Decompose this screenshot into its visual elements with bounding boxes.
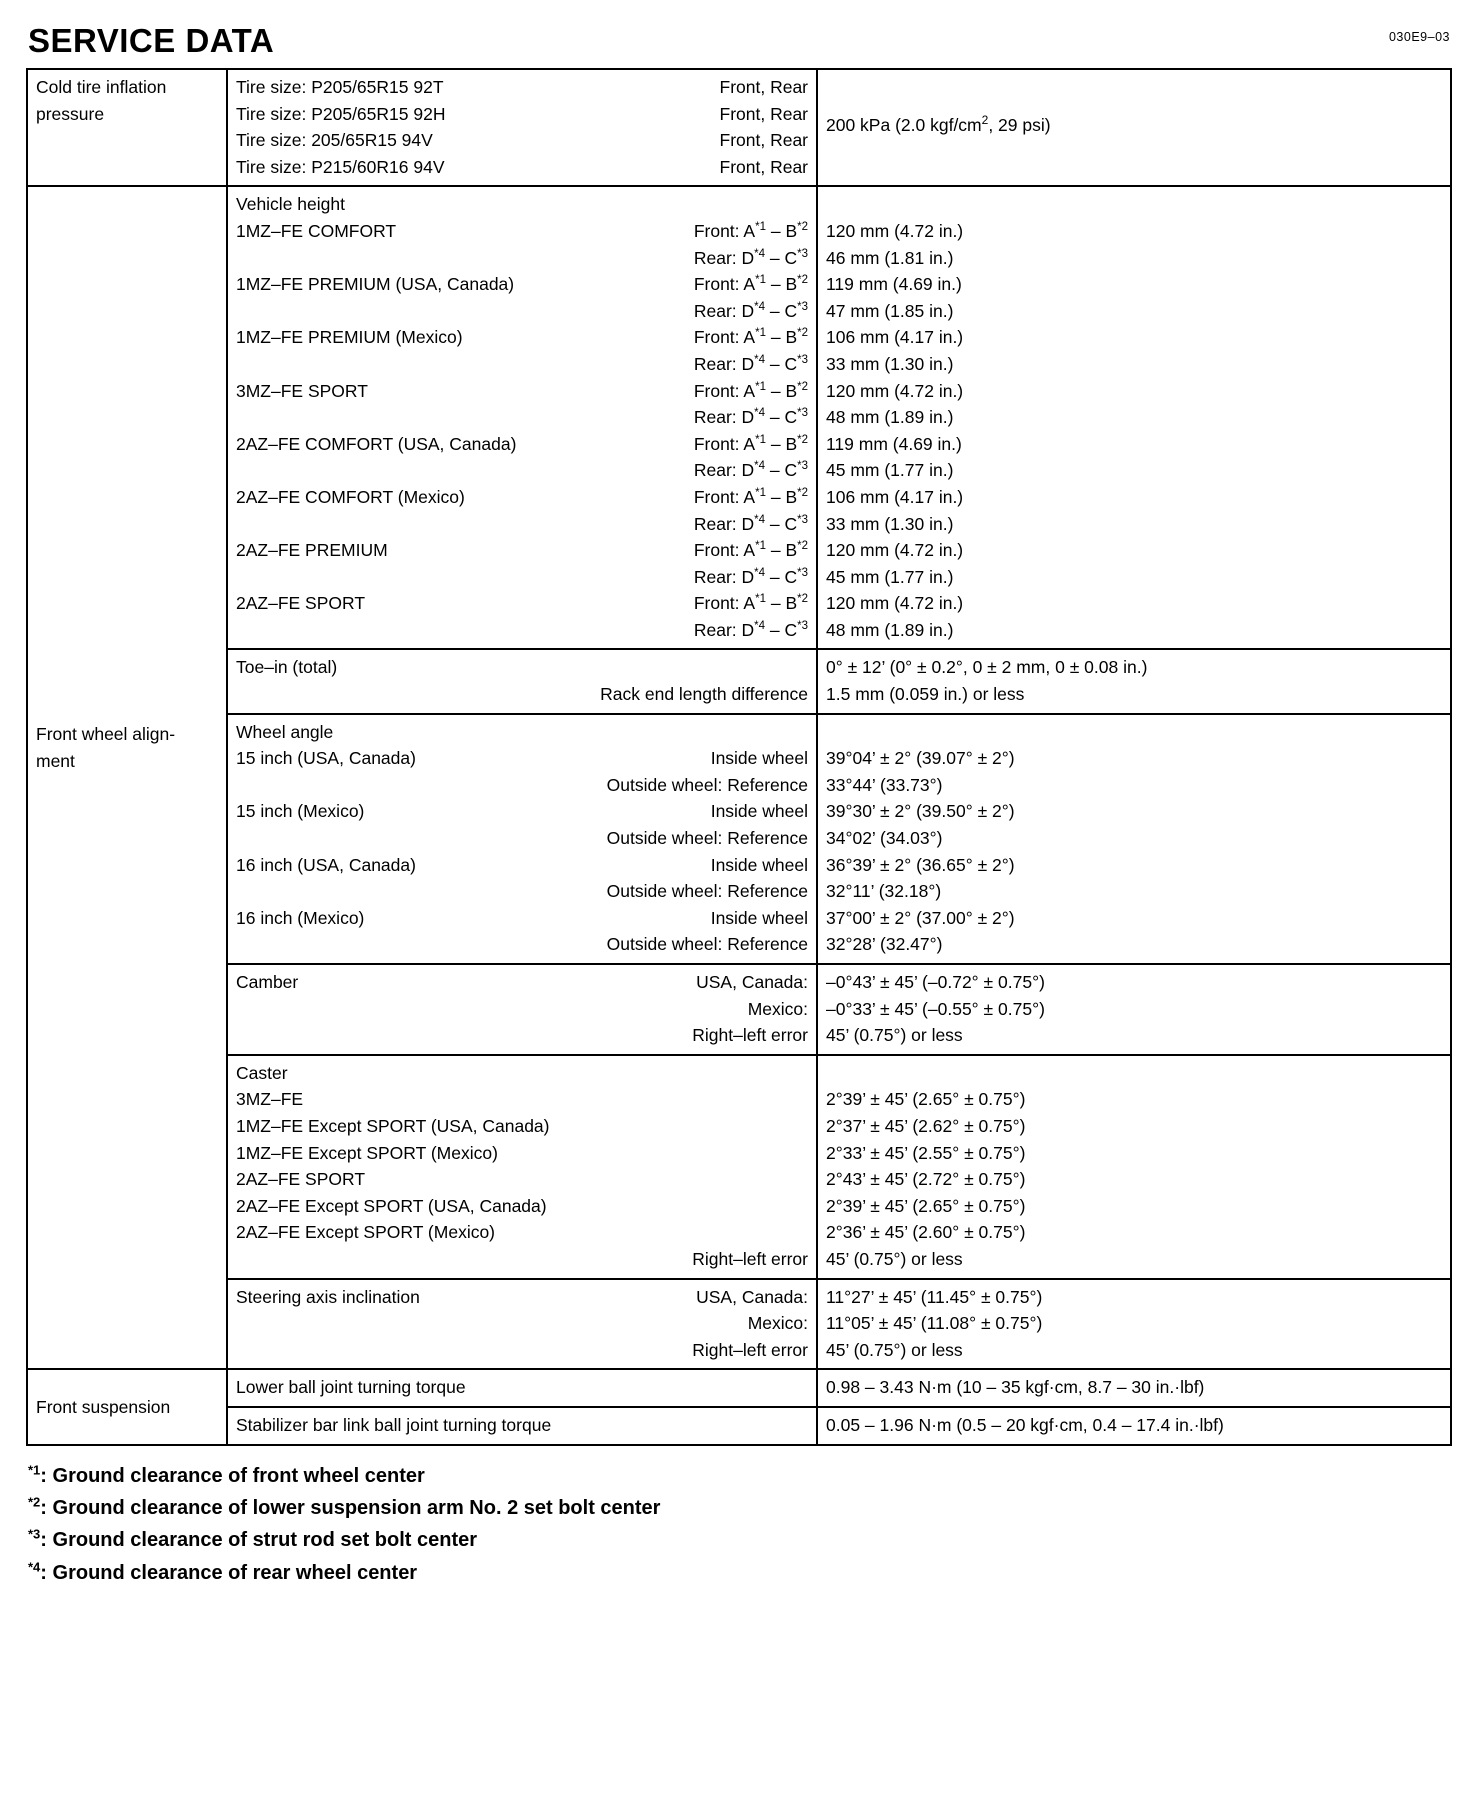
tire-position-label: Front, Rear <box>719 130 808 151</box>
pressure-value-suffix: , 29 psi) <box>988 115 1051 135</box>
camber-values <box>817 964 1451 1055</box>
value-front: 120 mm (4.72 in.) <box>826 593 964 614</box>
value-rear: 45 mm (1.77 in.) <box>826 460 954 481</box>
error-label: Right–left error <box>692 1339 808 1360</box>
variant-label: 1MZ–FE Except SPORT (Mexico) <box>236 1142 498 1163</box>
rear-measure-label: Rear: $D^{*4} - C^{*3}$ <box>693 566 808 587</box>
camber-labels <box>227 964 817 1055</box>
variant-label: 2AZ–FE SPORT <box>236 593 366 614</box>
table-row-caster <box>27 1055 1451 1279</box>
list-item <box>236 74 808 101</box>
table-row-steering-axis-inclination <box>27 1279 1451 1370</box>
footnote-2 <box>28 1492 1448 1524</box>
front-suspension-label <box>227 1369 817 1407</box>
value-rear: 47 mm (1.85 in.) <box>826 300 954 321</box>
rear-measure-label: Rear: $D^{*4} - C^{*3}$ <box>693 247 808 268</box>
list-item <box>236 127 808 154</box>
value-rear: 33 mm (1.30 in.) <box>826 353 954 374</box>
caster-value: 2°37’ ± 45’ (2.62° ± 0.75°) <box>826 1115 1026 1136</box>
front-measure-label: Front: $A^{*1} - B^{*2}$ <box>693 540 808 561</box>
inside-wheel-label: Inside wheel <box>710 854 808 875</box>
rear-measure-label: Rear: $D^{*4} - C^{*3}$ <box>693 460 808 481</box>
footnote-3 <box>28 1524 1448 1556</box>
steering-axis-value: 11°05’ ± 45’ (11.08° ± 0.75°) <box>826 1313 1043 1334</box>
error-label: Right–left error <box>692 1025 808 1046</box>
wheel-size-label: 16 inch (Mexico) <box>236 907 365 928</box>
caster-values <box>817 1055 1451 1279</box>
pressure-value-exponent: 2 <box>981 113 989 128</box>
caster-value: 2°36’ ± 45’ (2.60° ± 0.75°) <box>826 1222 1026 1243</box>
caster-value: 2°33’ ± 45’ (2.55° ± 0.75°) <box>826 1142 1026 1163</box>
list-item <box>236 324 808 351</box>
front-measure-label: Front: $A^{*1} - B^{*2}$ <box>693 327 808 348</box>
footnote-text: : Ground clearance of rear wheel center <box>40 1561 418 1584</box>
camber-value: –0°43’ ± 45’ (–0.72° ± 0.75°) <box>826 972 1045 992</box>
caster-value: 2°39’ ± 45’ (2.65° ± 0.75°) <box>826 1195 1026 1216</box>
row-header-label-line2: ment <box>36 750 75 771</box>
inside-wheel-value: 37°00’ ± 2° (37.00° ± 2°) <box>826 907 1015 928</box>
tire-size-label: Tire size: P215/60R16 94V <box>236 156 445 177</box>
region-label: USA, Canada: <box>696 972 808 992</box>
variant-label: 1MZ–FE PREMIUM (Mexico) <box>236 327 463 348</box>
value-rear: 48 mm (1.89 in.) <box>826 407 954 428</box>
outside-wheel-value: 34°02’ (34.03°) <box>826 828 943 849</box>
value-front: 119 mm (4.69 in.) <box>826 433 962 454</box>
steering-axis-values <box>817 1279 1451 1370</box>
service-data-table <box>26 68 1452 1446</box>
spec-value: 0.05 – 1.96 N·m (0.5 – 20 kgf·cm, 0.4 – 17.4 in.·lbf) <box>826 1414 1224 1435</box>
tire-size-label: Tire size: P205/65R15 92H <box>236 103 446 124</box>
steering-axis-labels <box>227 1279 817 1370</box>
row-header-front-suspension <box>27 1369 227 1444</box>
value-front: 120 mm (4.72 in.) <box>826 220 964 241</box>
footnotes <box>28 1460 1448 1590</box>
caster-value: 2°43’ ± 45’ (2.72° ± 0.75°) <box>826 1169 1026 1190</box>
variant-label: 3MZ–FE SPORT <box>236 380 368 401</box>
wheel-angle-labels <box>227 714 817 964</box>
rack-end-label: Rack end length difference <box>600 684 808 705</box>
outside-wheel-label: Outside wheel: Reference <box>606 774 808 795</box>
rear-measure-label: Rear: $D^{*4} - C^{*3}$ <box>693 619 808 640</box>
list-item <box>236 378 808 405</box>
footnote-text: : Ground clearance of strut rod set bolt center <box>40 1529 478 1552</box>
footnote-mark: *1 <box>28 1461 41 1477</box>
list-item <box>236 537 808 564</box>
value-front: 106 mm (4.17 in.) <box>826 327 964 348</box>
wheel-size-label: 15 inch (USA, Canada) <box>236 748 416 769</box>
front-measure-label: Front: $A^{*1} - B^{*2}$ <box>693 274 808 295</box>
pressure-value-prefix: 200 kPa (2.0 kgf/cm <box>826 115 982 135</box>
row-header-label: Front suspension <box>36 1397 171 1418</box>
list-item <box>236 1284 808 1311</box>
row-header-label: Cold tire inflation pressure <box>36 77 167 124</box>
footnote-1 <box>28 1460 1448 1492</box>
outside-wheel-label: Outside wheel: Reference <box>606 881 808 902</box>
variant-label: 1MZ–FE Except SPORT (USA, Canada) <box>236 1115 550 1136</box>
value-rear: 46 mm (1.81 in.) <box>826 247 954 268</box>
caster-labels <box>227 1055 817 1279</box>
value-front: 120 mm (4.72 in.) <box>826 380 964 401</box>
front-suspension-value <box>817 1407 1451 1445</box>
row-header-tire-pressure <box>27 69 227 186</box>
footnote-4 <box>28 1557 1448 1589</box>
row-header-label-line1: Front wheel align- <box>36 724 176 745</box>
front-measure-label: Front: $A^{*1} - B^{*2}$ <box>693 486 808 507</box>
list-item <box>236 905 808 932</box>
vehicle-height-values <box>817 186 1451 649</box>
caster-value: 2°39’ ± 45’ (2.65° ± 0.75°) <box>826 1089 1026 1110</box>
region-label: USA, Canada: <box>696 1286 808 1307</box>
list-item <box>236 271 808 298</box>
inside-wheel-label: Inside wheel <box>710 801 808 822</box>
variant-label: 3MZ–FE <box>236 1089 304 1110</box>
variant-label: 2AZ–FE COMFORT (Mexico) <box>236 486 465 507</box>
rear-measure-label: Rear: $D^{*4} - C^{*3}$ <box>693 407 808 428</box>
outside-wheel-label: Outside wheel: Reference <box>606 934 808 955</box>
vehicle-height-caption: Vehicle height <box>236 194 345 215</box>
value-rear: 33 mm (1.30 in.) <box>826 513 954 534</box>
outside-wheel-value: 32°11’ (32.18°) <box>826 881 942 902</box>
variant-label: 1MZ–FE COMFORT <box>236 220 397 241</box>
wheel-angle-values <box>817 714 1451 964</box>
footnote-text: : Ground clearance of front wheel center <box>40 1464 425 1487</box>
tire-pressure-sizes <box>227 69 817 186</box>
table-row-front-suspension-1 <box>27 1369 1451 1407</box>
variant-label: 2AZ–FE Except SPORT (Mexico) <box>236 1222 496 1243</box>
table-row-camber <box>27 964 1451 1055</box>
list-item <box>236 969 808 996</box>
region-label: Mexico: <box>747 1313 808 1334</box>
toe-in-labels <box>227 649 817 713</box>
front-measure-label: Front: $A^{*1} - B^{*2}$ <box>693 220 808 241</box>
spec-label: Lower ball joint turning torque <box>236 1377 466 1398</box>
inside-wheel-value: 36°39’ ± 2° (36.65° ± 2°) <box>826 854 1015 875</box>
outside-wheel-label: Outside wheel: Reference <box>606 828 808 849</box>
service-data-page <box>0 22 1472 1808</box>
footnote-mark: *3 <box>28 1526 41 1542</box>
spec-label: Stabilizer bar link ball joint turning torque <box>236 1414 552 1435</box>
variant-label: 2AZ–FE Except SPORT (USA, Canada) <box>236 1195 547 1216</box>
page-title: SERVICE DATA <box>28 22 275 59</box>
value-rear: 48 mm (1.89 in.) <box>826 619 954 640</box>
tire-size-label: Tire size: P205/65R15 92T <box>236 77 444 97</box>
toe-in-value: 0° ± 12’ (0° ± 0.2°, 0 ± 2 mm, 0 ± 0.08 in.) <box>826 657 1148 678</box>
spec-value: 0.98 – 3.43 N·m (10 – 35 kgf·cm, 8.7 – 30 in.·lbf) <box>826 1377 1205 1398</box>
steering-axis-error-value: 45’ (0.75°) or less <box>826 1339 963 1360</box>
outside-wheel-value: 33°44’ (33.73°) <box>826 774 943 795</box>
inside-wheel-label: Inside wheel <box>710 748 808 769</box>
wheel-size-label: 16 inch (USA, Canada) <box>236 854 416 875</box>
error-label: Right–left error <box>692 1248 808 1269</box>
footnote-mark: *2 <box>28 1494 41 1510</box>
list-item <box>236 484 808 511</box>
tire-position-label: Front, Rear <box>719 103 808 124</box>
value-rear: 45 mm (1.77 in.) <box>826 566 954 587</box>
wheel-size-label: 15 inch (Mexico) <box>236 801 365 822</box>
rear-measure-label: Rear: $D^{*4} - C^{*3}$ <box>693 353 808 374</box>
front-measure-label: Front: $A^{*1} - B^{*2}$ <box>693 433 808 454</box>
toe-in-values <box>817 649 1451 713</box>
camber-error-value: 45’ (0.75°) or less <box>826 1025 963 1046</box>
front-measure-label: Front: $A^{*1} - B^{*2}$ <box>693 593 808 614</box>
table-row-toe-in <box>27 649 1451 713</box>
table-row-front-suspension-2 <box>27 1407 1451 1445</box>
variant-label: 1MZ–FE PREMIUM (USA, Canada) <box>236 274 515 295</box>
caster-error-value: 45’ (0.75°) or less <box>826 1248 963 1269</box>
rear-measure-label: Rear: $D^{*4} - C^{*3}$ <box>693 300 808 321</box>
value-front: 120 mm (4.72 in.) <box>826 540 964 561</box>
value-front: 119 mm (4.69 in.) <box>826 274 962 295</box>
outside-wheel-value: 32°28’ (32.47°) <box>826 934 943 955</box>
document-code: 030E9–03 <box>1388 30 1450 44</box>
wheel-angle-caption: Wheel angle <box>236 721 334 742</box>
table-row-tire-pressure <box>27 69 1451 186</box>
value-front: 106 mm (4.17 in.) <box>826 486 964 507</box>
front-suspension-value <box>817 1369 1451 1407</box>
variant-label: 2AZ–FE PREMIUM <box>236 540 388 561</box>
inside-wheel-label: Inside wheel <box>710 907 808 928</box>
tire-pressure-value <box>817 69 1451 186</box>
variant-label: 2AZ–FE SPORT <box>236 1169 366 1190</box>
tire-position-label: Front, Rear <box>719 77 808 97</box>
variant-label: 2AZ–FE COMFORT (USA, Canada) <box>236 433 517 454</box>
toe-in-caption: Toe–in (total) <box>236 657 338 678</box>
camber-value: –0°33’ ± 45’ (–0.55° ± 0.75°) <box>826 998 1045 1019</box>
list-item <box>236 431 808 458</box>
region-label: Mexico: <box>747 998 808 1019</box>
rack-end-value: 1.5 mm (0.059 in.) or less <box>826 684 1025 705</box>
list-item <box>236 218 808 245</box>
footnote-mark: *4 <box>28 1559 41 1575</box>
footnote-text: : Ground clearance of lower suspension arm No. 2 set bolt center <box>40 1496 661 1519</box>
steering-axis-caption: Steering axis inclination <box>236 1286 420 1307</box>
rear-measure-label: Rear: $D^{*4} - C^{*3}$ <box>693 513 808 534</box>
list-item <box>236 101 808 128</box>
caster-caption: Caster <box>236 1062 288 1083</box>
table-row-wheel-angle <box>27 714 1451 964</box>
front-suspension-label <box>227 1407 817 1445</box>
camber-caption: Camber <box>236 972 299 992</box>
front-measure-label: Front: $A^{*1} - B^{*2}$ <box>693 380 808 401</box>
vehicle-height-labels <box>227 186 817 649</box>
tire-position-label: Front, Rear <box>719 156 808 177</box>
steering-axis-value: 11°27’ ± 45’ (11.45° ± 0.75°) <box>826 1286 1043 1307</box>
list-item <box>236 154 808 181</box>
list-item <box>236 745 808 772</box>
list-item <box>236 590 808 617</box>
row-header-front-wheel-alignment <box>27 186 227 1369</box>
tire-size-label: Tire size: 205/65R15 94V <box>236 130 433 151</box>
table-row-vehicle-height <box>27 186 1451 649</box>
inside-wheel-value: 39°04’ ± 2° (39.07° ± 2°) <box>826 748 1015 769</box>
list-item <box>236 852 808 879</box>
list-item <box>236 798 808 825</box>
inside-wheel-value: 39°30’ ± 2° (39.50° ± 2°) <box>826 801 1015 822</box>
